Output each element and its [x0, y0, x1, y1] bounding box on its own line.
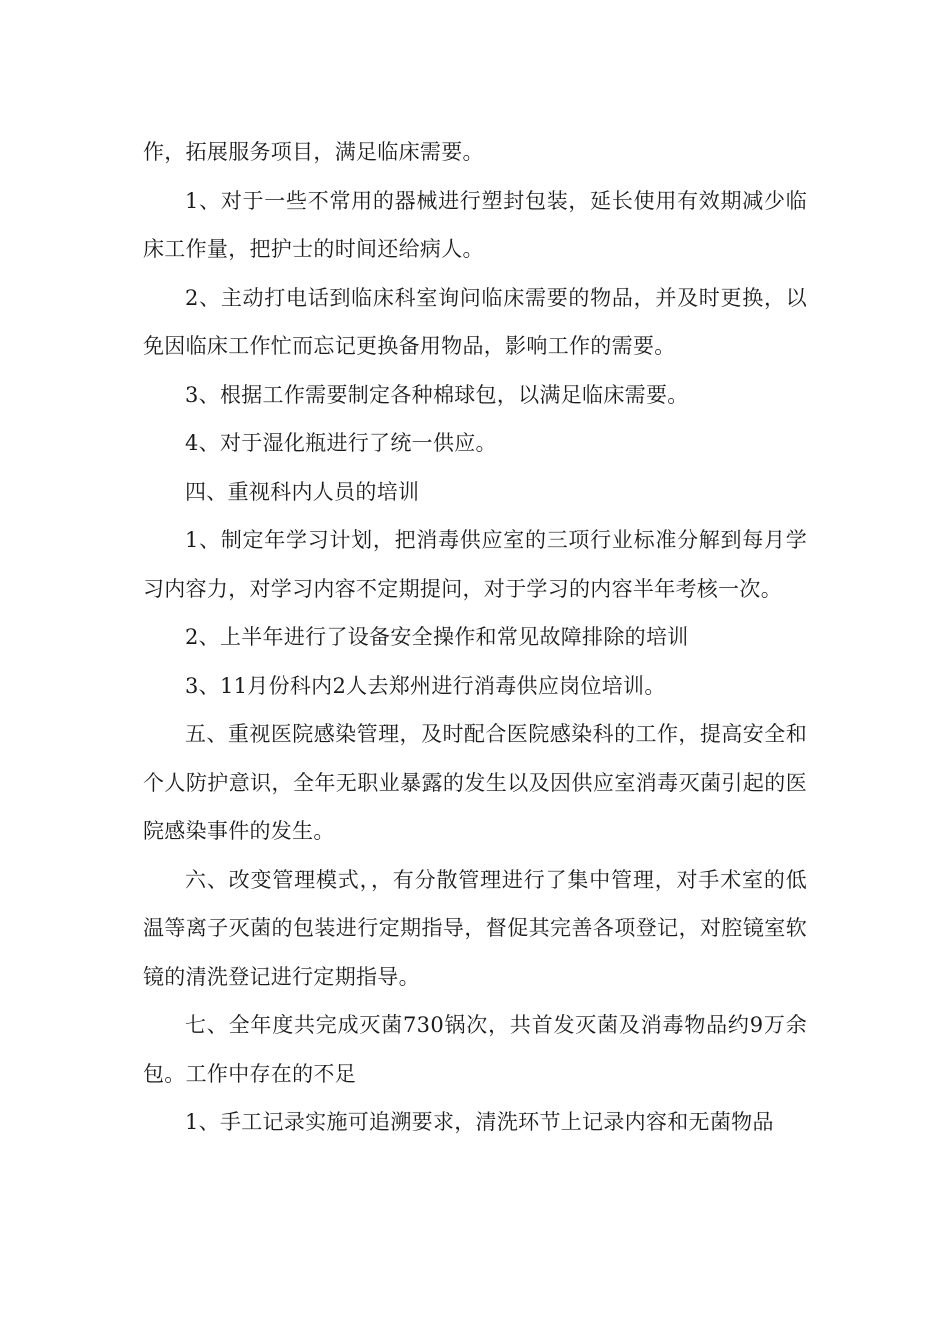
paragraph-item-4: 4、对于湿化瓶进行了统一供应。: [185, 431, 497, 455]
shortcoming-item-1: 1、手工记录实施可追溯要求，清洗环节上记录内容和无菌物品: [185, 1110, 774, 1134]
paragraph-item-2: 2、主动打电话到临床科室询问临床需要的物品，并及时更换，以免因临床工作忙而忘记更换备用物品，影响工作的需要。: [143, 285, 807, 358]
section-7-paragraph: 七、全年度共完成灭菌730锅次，共首发灭菌及消毒物品约9万余包。工作中存在的不足: [143, 1013, 807, 1086]
document-body: [143, 128, 807, 1147]
paragraph-training-2: 2、上半年进行了设备安全操作和常见故障排除的培训: [185, 625, 689, 649]
paragraph-training-1: 1、制定年学习计划，把消毒供应室的三项行业标准分解到每月学习内容力，对学习内容不定期提问，对于学习的内容半年考核一次。: [143, 528, 807, 601]
section-heading-4: 四、重视科内人员的培训: [185, 479, 420, 504]
paragraph-item-1: 1、对于一些不常用的器械进行塑封包装，延长使用有效期减少临床工作量，把护士的时间还给病人。: [143, 188, 807, 261]
paragraph-continuation: 作，拓展服务项目，满足临床需要。: [143, 140, 484, 164]
section-5-paragraph: 五、重视医院感染管理，及时配合医院感染科的工作，提高安全和个人防护意识，全年无职业暴露的发生以及因供应室消毒灭菌引起的医院感染事件的发生。: [143, 722, 807, 843]
paragraph-training-3: 3、11月份科内2人去郑州进行消毒供应岗位培训。: [185, 673, 666, 698]
paragraph-item-3: 3、根据工作需要制定各种棉球包，以满足临床需要。: [185, 382, 689, 407]
section-6-paragraph: 六、改变管理模式，，有分散管理进行了集中管理，对手术室的低温等离子灭菌的包装进行定期指导，督促其完善各项登记，对腔镜室软镜的清洗登记进行定期指导。: [143, 867, 807, 989]
